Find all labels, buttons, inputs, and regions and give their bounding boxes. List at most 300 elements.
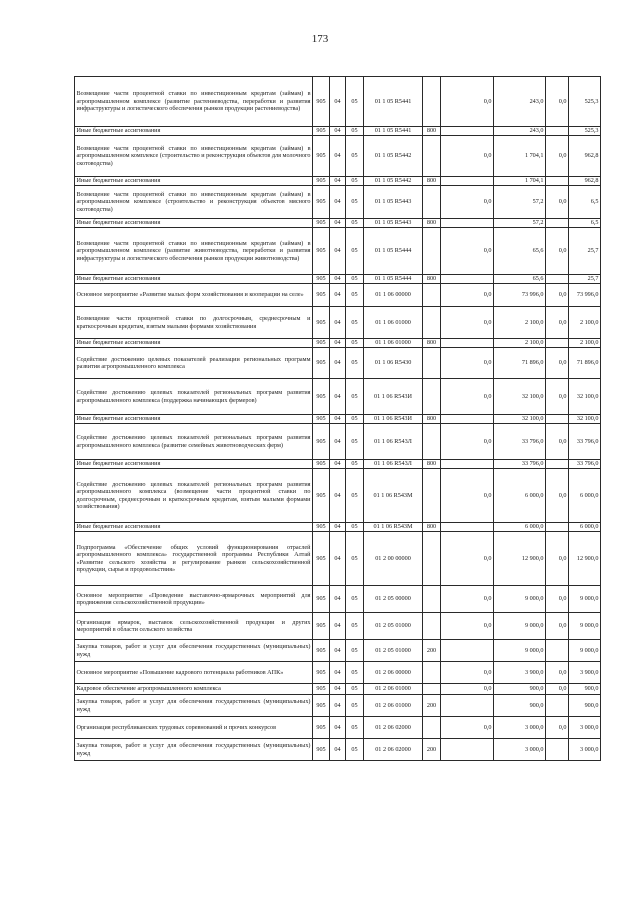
row-name-cell: Возмещение части процентной ставки по инвестиционным кредитам (займам) в агропромышленном комплексе (строительство и реконструкция объектов для молочного скотоводства) [75,136,313,177]
row-name-cell: Подпрограмма «Обеспечение общих условий функционирования отраслей агропромышленного комплекса» государственной программы Республики Алтай «Развитие сельского хозяйства и регулирование рынков сельскохозяйственной продукции, сырья и продовольствия» [75,532,313,586]
row-value-1-cell [441,275,494,284]
row-grbs-cell: 905 [313,219,330,228]
row-grbs-cell: 905 [313,717,330,739]
row-value-4-cell: 25,7 [569,228,601,275]
row-expense-type-cell [423,284,441,307]
row-value-2-cell: 1 704,1 [494,177,546,186]
row-subsection-cell: 05 [346,717,364,739]
row-value-1-cell [441,177,494,186]
row-value-3-cell: 0,0 [546,379,569,415]
row-value-4-cell: 6 000,0 [569,523,601,532]
row-subsection-cell: 05 [346,275,364,284]
row-value-1-cell: 0,0 [441,77,494,127]
row-expense-type-cell [423,532,441,586]
row-value-1-cell [441,339,494,348]
table-row [75,127,601,136]
row-expense-type-cell [423,307,441,339]
row-grbs-cell: 905 [313,684,330,695]
table-row [75,136,601,177]
row-expense-type-cell: 800 [423,339,441,348]
row-expense-type-cell [423,424,441,460]
row-target-article-cell: 01 1 05 R5442 [364,136,423,177]
row-value-3-cell [546,177,569,186]
row-value-3-cell [546,339,569,348]
row-value-4-cell: 3 000,0 [569,717,601,739]
row-name-cell: Возмещение части процентной ставки по инвестиционным кредитам (займам) в агропромышленном комплексе (развитие животноводства, переработки и развития инфраструктуры и логистического обеспечения рынков продукции животноводства) [75,228,313,275]
row-section-cell: 04 [330,307,346,339]
row-subsection-cell: 05 [346,186,364,219]
table-row [75,684,601,695]
row-expense-type-cell [423,586,441,613]
row-subsection-cell: 05 [346,613,364,640]
row-value-2-cell: 71 896,0 [494,348,546,379]
row-value-1-cell: 0,0 [441,586,494,613]
row-value-2-cell: 3 000,0 [494,739,546,761]
row-subsection-cell: 05 [346,739,364,761]
row-section-cell: 04 [330,586,346,613]
row-grbs-cell: 905 [313,586,330,613]
row-target-article-cell: 01 1 05 R5441 [364,77,423,127]
row-value-4-cell: 962,8 [569,136,601,177]
row-target-article-cell: 01 1 05 R5441 [364,127,423,136]
row-value-3-cell: 0,0 [546,662,569,684]
row-value-2-cell: 57,2 [494,186,546,219]
row-expense-type-cell [423,662,441,684]
row-value-4-cell: 71 896,0 [569,348,601,379]
row-value-4-cell: 3 000,0 [569,739,601,761]
row-subsection-cell: 05 [346,640,364,662]
row-section-cell: 04 [330,695,346,717]
row-section-cell: 04 [330,177,346,186]
row-grbs-cell: 905 [313,77,330,127]
row-expense-type-cell: 200 [423,739,441,761]
row-target-article-cell: 01 1 06 01000 [364,307,423,339]
table-row [75,284,601,307]
row-grbs-cell: 905 [313,339,330,348]
row-name-cell: Иные бюджетные ассигнования [75,460,313,469]
row-name-cell: Иные бюджетные ассигнования [75,127,313,136]
row-value-1-cell: 0,0 [441,307,494,339]
row-value-2-cell: 57,2 [494,219,546,228]
row-value-4-cell: 9 000,0 [569,586,601,613]
row-expense-type-cell [423,348,441,379]
row-target-article-cell: 01 1 05 R5443 [364,186,423,219]
row-expense-type-cell [423,684,441,695]
row-value-1-cell: 0,0 [441,532,494,586]
row-name-cell: Закупка товаров, работ и услуг для обеспечения государственных (муниципальных) нужд [75,640,313,662]
row-name-cell: Содействие достижению целевых показателей региональных программ развития агропромышленного комплекса (развитие семейных животноводческих ферм) [75,424,313,460]
row-value-1-cell: 0,0 [441,469,494,523]
row-value-3-cell [546,739,569,761]
row-value-3-cell: 0,0 [546,77,569,127]
row-value-1-cell: 0,0 [441,424,494,460]
row-name-cell: Возмещение части процентной ставки по инвестиционным кредитам (займам) в агропромышленном комплексе (развитие растениеводства, переработки и развития инфраструктуры и логистического обеспечения рынков продукции растениеводства) [75,77,313,127]
row-name-cell: Организация республиканских трудовых соревнований и прочих конкурсов [75,717,313,739]
row-subsection-cell: 05 [346,469,364,523]
row-value-1-cell: 0,0 [441,662,494,684]
row-name-cell: Основное мероприятие «Развитие малых форм хозяйствования и кооперации на селе» [75,284,313,307]
row-value-2-cell: 6 000,0 [494,469,546,523]
row-name-cell: Иные бюджетные ассигнования [75,523,313,532]
row-subsection-cell: 05 [346,136,364,177]
row-expense-type-cell: 800 [423,127,441,136]
row-name-cell: Иные бюджетные ассигнования [75,275,313,284]
row-value-2-cell: 32 100,0 [494,415,546,424]
row-section-cell: 04 [330,379,346,415]
row-target-article-cell: 01 1 06 R543Л [364,424,423,460]
row-value-2-cell: 73 996,0 [494,284,546,307]
row-value-3-cell [546,695,569,717]
row-value-2-cell: 65,6 [494,275,546,284]
row-name-cell: Содействие достижению целевых показателей реализации региональных программ развития агропромышленного комплекса [75,348,313,379]
row-subsection-cell: 05 [346,460,364,469]
row-value-1-cell: 0,0 [441,379,494,415]
budget-table [74,76,601,761]
row-value-1-cell: 0,0 [441,228,494,275]
row-expense-type-cell [423,469,441,523]
row-name-cell: Организация ярмарок, выставок сельскохозяйственной продукции и других мероприятий в области сельского хозяйства [75,613,313,640]
row-value-3-cell: 0,0 [546,613,569,640]
row-value-3-cell: 0,0 [546,532,569,586]
row-value-2-cell: 2 100,0 [494,307,546,339]
row-target-article-cell: 01 2 05 00000 [364,586,423,613]
row-section-cell: 04 [330,228,346,275]
row-target-article-cell: 01 1 06 00000 [364,284,423,307]
table-row [75,662,601,684]
row-value-3-cell: 0,0 [546,348,569,379]
row-target-article-cell: 01 2 05 01000 [364,640,423,662]
row-name-cell: Закупка товаров, работ и услуг для обеспечения государственных (муниципальных) нужд [75,695,313,717]
row-name-cell: Основное мероприятие «Повышение кадрового потенциала работников АПК» [75,662,313,684]
row-value-3-cell: 0,0 [546,717,569,739]
row-value-1-cell [441,219,494,228]
row-name-cell: Содействие достижению целевых показателей региональных программ развития агропромышленного комплекса (возмещение части процентной ставки по долгосрочным, среднесрочным и краткосрочным кредитам, взятым малыми формами хозяйствования) [75,469,313,523]
row-section-cell: 04 [330,219,346,228]
row-expense-type-cell [423,186,441,219]
row-expense-type-cell [423,717,441,739]
row-subsection-cell: 05 [346,219,364,228]
table-row [75,640,601,662]
row-section-cell: 04 [330,717,346,739]
row-value-4-cell: 33 796,0 [569,460,601,469]
row-value-2-cell: 32 100,0 [494,379,546,415]
row-target-article-cell: 01 1 06 01000 [364,339,423,348]
row-value-4-cell: 9 000,0 [569,640,601,662]
row-value-3-cell: 0,0 [546,469,569,523]
row-target-article-cell: 01 1 06 R543И [364,379,423,415]
row-value-4-cell: 6,5 [569,186,601,219]
row-value-1-cell: 0,0 [441,186,494,219]
row-target-article-cell: 01 2 05 01000 [364,613,423,640]
row-target-article-cell: 01 1 06 R543М [364,469,423,523]
row-value-4-cell: 6 000,0 [569,469,601,523]
row-value-3-cell: 0,0 [546,136,569,177]
row-value-1-cell [441,415,494,424]
row-target-article-cell: 01 2 06 00000 [364,662,423,684]
row-section-cell: 04 [330,460,346,469]
row-target-article-cell: 01 1 05 R5444 [364,275,423,284]
row-grbs-cell: 905 [313,662,330,684]
row-name-cell: Иные бюджетные ассигнования [75,219,313,228]
row-expense-type-cell [423,613,441,640]
row-value-4-cell: 73 996,0 [569,284,601,307]
row-name-cell: Возмещение части процентной ставки по инвестиционным кредитам (займам) в агропромышленном комплексе (строительство и реконструкция объектов мясного скотоводства) [75,186,313,219]
row-value-3-cell [546,460,569,469]
row-target-article-cell: 01 1 06 R543И [364,415,423,424]
row-value-4-cell: 525,3 [569,127,601,136]
row-value-3-cell: 0,0 [546,284,569,307]
row-value-4-cell: 2 100,0 [569,339,601,348]
row-section-cell: 04 [330,186,346,219]
row-section-cell: 04 [330,640,346,662]
row-value-4-cell: 32 100,0 [569,379,601,415]
row-grbs-cell: 905 [313,523,330,532]
row-section-cell: 04 [330,469,346,523]
row-value-1-cell [441,523,494,532]
row-section-cell: 04 [330,662,346,684]
row-expense-type-cell: 200 [423,695,441,717]
row-target-article-cell: 01 2 06 01000 [364,684,423,695]
row-value-3-cell [546,127,569,136]
row-subsection-cell: 05 [346,307,364,339]
row-value-2-cell: 6 000,0 [494,523,546,532]
row-expense-type-cell: 800 [423,460,441,469]
row-value-2-cell: 9 000,0 [494,586,546,613]
row-grbs-cell: 905 [313,186,330,219]
row-subsection-cell: 05 [346,695,364,717]
row-value-4-cell: 2 100,0 [569,307,601,339]
row-grbs-cell: 905 [313,415,330,424]
row-section-cell: 04 [330,284,346,307]
row-value-1-cell: 0,0 [441,284,494,307]
row-expense-type-cell: 200 [423,640,441,662]
row-value-2-cell: 243,0 [494,77,546,127]
row-section-cell: 04 [330,684,346,695]
row-subsection-cell: 05 [346,379,364,415]
table-row [75,460,601,469]
row-value-3-cell [546,640,569,662]
row-grbs-cell: 905 [313,532,330,586]
row-grbs-cell: 905 [313,613,330,640]
row-value-3-cell [546,219,569,228]
row-target-article-cell: 01 2 06 01000 [364,695,423,717]
row-value-2-cell: 33 796,0 [494,424,546,460]
row-section-cell: 04 [330,415,346,424]
row-value-1-cell: 0,0 [441,684,494,695]
row-subsection-cell: 05 [346,339,364,348]
table-row [75,186,601,219]
row-value-1-cell [441,460,494,469]
row-name-cell: Основное мероприятие «Проведение выставочно-ярмарочных мероприятий для продвижения сельскохозяйственной продукции» [75,586,313,613]
row-target-article-cell: 01 2 06 02000 [364,717,423,739]
row-subsection-cell: 05 [346,424,364,460]
table-row [75,339,601,348]
row-value-3-cell: 0,0 [546,228,569,275]
row-value-3-cell [546,523,569,532]
row-target-article-cell: 01 2 06 02000 [364,739,423,761]
table-row [75,348,601,379]
row-value-4-cell: 12 900,0 [569,532,601,586]
row-value-1-cell: 0,0 [441,613,494,640]
row-subsection-cell: 05 [346,586,364,613]
table-row [75,717,601,739]
row-value-2-cell: 900,0 [494,695,546,717]
table-row [75,424,601,460]
row-expense-type-cell [423,77,441,127]
row-value-3-cell: 0,0 [546,307,569,339]
row-value-3-cell: 0,0 [546,586,569,613]
row-value-2-cell: 3 900,0 [494,662,546,684]
row-value-2-cell: 9 000,0 [494,640,546,662]
row-section-cell: 04 [330,77,346,127]
row-value-4-cell: 900,0 [569,695,601,717]
table-row [75,739,601,761]
row-section-cell: 04 [330,523,346,532]
row-subsection-cell: 05 [346,662,364,684]
row-value-2-cell: 65,6 [494,228,546,275]
row-section-cell: 04 [330,127,346,136]
row-value-3-cell: 0,0 [546,424,569,460]
row-subsection-cell: 05 [346,228,364,275]
row-value-1-cell [441,739,494,761]
row-value-2-cell: 2 100,0 [494,339,546,348]
row-value-2-cell: 12 900,0 [494,532,546,586]
row-section-cell: 04 [330,136,346,177]
row-grbs-cell: 905 [313,307,330,339]
row-target-article-cell: 01 2 00 00000 [364,532,423,586]
row-subsection-cell: 05 [346,177,364,186]
row-value-4-cell: 900,0 [569,684,601,695]
row-grbs-cell: 905 [313,127,330,136]
row-target-article-cell: 01 1 06 R543М [364,523,423,532]
row-grbs-cell: 905 [313,348,330,379]
row-name-cell: Содействие достижению целевых показателей региональных программ развития агропромышленного комплекса (поддержка начинающих фермеров) [75,379,313,415]
table-row [75,219,601,228]
row-name-cell: Закупка товаров, работ и услуг для обеспечения государственных (муниципальных) нужд [75,739,313,761]
row-expense-type-cell [423,228,441,275]
row-subsection-cell: 05 [346,284,364,307]
table-row [75,613,601,640]
row-value-4-cell: 9 000,0 [569,613,601,640]
row-expense-type-cell [423,136,441,177]
row-value-1-cell [441,695,494,717]
row-subsection-cell: 05 [346,415,364,424]
row-grbs-cell: 905 [313,284,330,307]
row-grbs-cell: 905 [313,379,330,415]
row-value-1-cell [441,640,494,662]
row-value-2-cell: 1 704,1 [494,136,546,177]
row-name-cell: Иные бюджетные ассигнования [75,177,313,186]
row-grbs-cell: 905 [313,695,330,717]
row-value-1-cell [441,127,494,136]
row-value-4-cell: 962,8 [569,177,601,186]
row-grbs-cell: 905 [313,177,330,186]
table-row [75,77,601,127]
row-grbs-cell: 905 [313,640,330,662]
row-grbs-cell: 905 [313,228,330,275]
row-subsection-cell: 05 [346,532,364,586]
table-row [75,586,601,613]
row-section-cell: 04 [330,613,346,640]
row-value-4-cell: 25,7 [569,275,601,284]
row-expense-type-cell [423,379,441,415]
row-section-cell: 04 [330,424,346,460]
row-section-cell: 04 [330,348,346,379]
row-section-cell: 04 [330,532,346,586]
row-value-2-cell: 243,0 [494,127,546,136]
row-value-2-cell: 33 796,0 [494,460,546,469]
row-name-cell: Возмещение части процентной ставки по долгосрочным, среднесрочным и краткосрочным кредитам, взятым малыми формами хозяйствования [75,307,313,339]
table-row [75,275,601,284]
row-subsection-cell: 05 [346,523,364,532]
row-grbs-cell: 905 [313,739,330,761]
row-subsection-cell: 05 [346,77,364,127]
row-value-4-cell: 3 900,0 [569,662,601,684]
table-row [75,523,601,532]
row-target-article-cell: 01 1 05 R5444 [364,228,423,275]
table-row [75,415,601,424]
row-expense-type-cell: 800 [423,415,441,424]
page-number: 173 [311,33,329,45]
table-row [75,695,601,717]
row-grbs-cell: 905 [313,424,330,460]
row-value-4-cell: 6,5 [569,219,601,228]
row-value-3-cell [546,275,569,284]
row-value-3-cell: 0,0 [546,684,569,695]
row-grbs-cell: 905 [313,469,330,523]
table-row [75,532,601,586]
row-grbs-cell: 905 [313,136,330,177]
row-value-1-cell: 0,0 [441,717,494,739]
row-value-4-cell: 32 100,0 [569,415,601,424]
table-row [75,177,601,186]
row-value-3-cell [546,415,569,424]
row-value-2-cell: 3 000,0 [494,717,546,739]
row-target-article-cell: 01 1 06 R5430 [364,348,423,379]
budget-table-body [75,77,601,761]
row-value-4-cell: 525,3 [569,77,601,127]
row-grbs-cell: 905 [313,275,330,284]
row-subsection-cell: 05 [346,348,364,379]
row-section-cell: 04 [330,275,346,284]
row-value-3-cell: 0,0 [546,186,569,219]
row-value-2-cell: 9 000,0 [494,613,546,640]
row-subsection-cell: 05 [346,684,364,695]
row-name-cell: Иные бюджетные ассигнования [75,415,313,424]
row-target-article-cell: 01 1 06 R543Л [364,460,423,469]
table-row [75,307,601,339]
row-value-1-cell: 0,0 [441,348,494,379]
row-expense-type-cell: 800 [423,219,441,228]
row-target-article-cell: 01 1 05 R5443 [364,219,423,228]
row-expense-type-cell: 800 [423,523,441,532]
row-value-2-cell: 900,0 [494,684,546,695]
row-expense-type-cell: 800 [423,177,441,186]
table-row [75,228,601,275]
row-section-cell: 04 [330,739,346,761]
row-value-1-cell: 0,0 [441,136,494,177]
row-name-cell: Иные бюджетные ассигнования [75,339,313,348]
table-row [75,469,601,523]
row-target-article-cell: 01 1 05 R5442 [364,177,423,186]
row-expense-type-cell: 800 [423,275,441,284]
row-grbs-cell: 905 [313,460,330,469]
row-section-cell: 04 [330,339,346,348]
row-subsection-cell: 05 [346,127,364,136]
table-row [75,379,601,415]
row-name-cell: Кадровое обеспечение агропромышленного комплекса [75,684,313,695]
row-value-4-cell: 33 796,0 [569,424,601,460]
